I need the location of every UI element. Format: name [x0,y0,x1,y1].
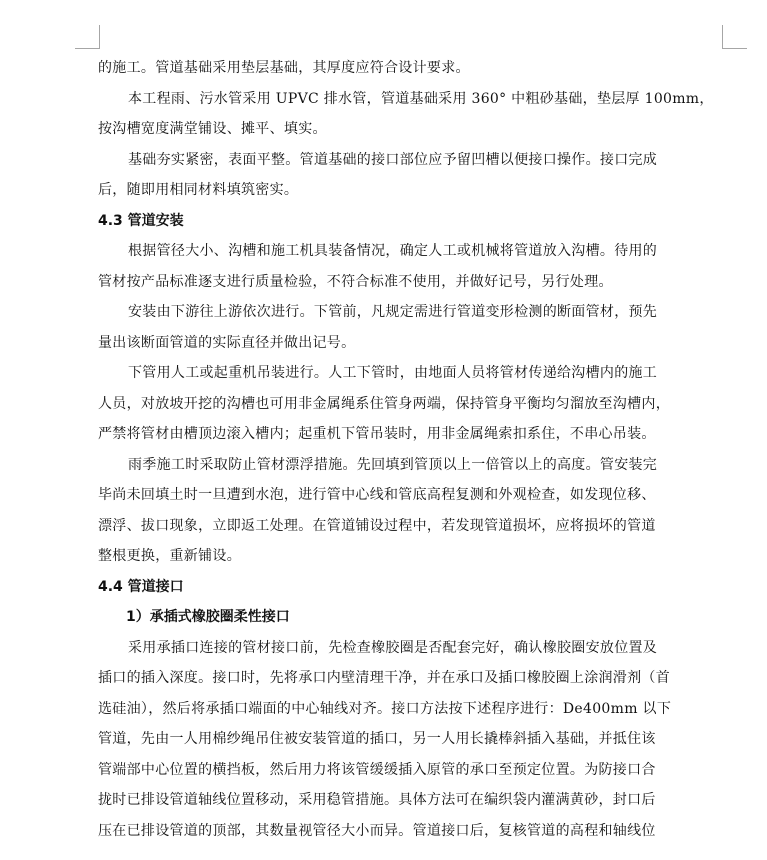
text-line: 严禁将管材由槽顶边滚入槽内；起重机下管吊装时，用非金属绳索扣系住，不串心吊装。 [98,426,656,442]
text-line: 选硅油），然后将承插口端面的中心轴线对齐。接口方法按下述程序进行：De400mm 以下 [98,700,672,717]
text-line: 整根更换，重新铺设。 [98,548,241,564]
text-line: 根据管径大小、沟槽和施工机具装备情况，确定人工或机械将管道放入沟槽。待用的 [128,243,658,259]
text-line: 毕尚未回填土时一旦遭到水泡，进行管中心线和管底高程复测和外观检查，如发现位移、 [98,487,656,503]
paragraph [98,450,716,572]
text-line: 漂浮、拔口现象，立即返工处理。在管道铺设过程中，若发现管道损坏，应将损坏的管道 [98,517,656,534]
document-body [98,53,716,846]
section-heading [98,572,716,603]
text-line: 4.4 管道接口 [98,578,184,595]
text-line: 管材按产品标准逐支进行质量检验，不符合标准不使用，并做好记号，另行处理。 [98,273,613,290]
subsection-heading [98,602,716,633]
text-line: 1）承插式橡胶圈柔性接口 [126,609,290,625]
text-line: 基础夯实紧密，表面平整。管道基础的接口部位应予留凹槽以便接口操作。接口完成 [128,151,658,168]
text-line: 管道，先由一人用棉纱绳吊住被安装管道的插口，另一人用长撬棒斜插入基础，并抵住该 [98,731,656,747]
text-line: 安装由下游往上游依次进行。下管前，凡规定需进行管道变形检测的断面管材，预先 [128,304,658,320]
text-line: 本工程雨、污水管采用 UPVC 排水管，管道基础采用 360° 中粗砂基础，垫层厚 100mm， [128,90,714,107]
paragraph [98,145,716,206]
paragraph [98,633,716,847]
paragraph [98,84,716,145]
text-line: 下管用人工或起重机吊装进行。人工下管时，由地面人员将管材传递给沟槽内的施工 [128,365,658,381]
text-line: 采用承插口连接的管材接口前，先检查橡胶圈是否配套完好，确认橡胶圈安放位置及 [128,639,658,656]
crop-mark-top-left [75,25,100,49]
paragraph [98,358,716,450]
text-line: 拢时已排设管道轴线位置移动，采用稳管措施。具体方法可在编织袋内灌满黄砂，封口后 [98,792,656,808]
paragraph [98,297,716,358]
text-line: 后，随即用相同材料填筑密实。 [98,182,299,198]
text-line: 的施工。管道基础采用垫层基础，其厚度应符合设计要求。 [98,60,470,76]
paragraph [98,53,716,84]
text-line: 人员，对放坡开挖的沟槽也可用非金属绳系住管身两端，保持管身平衡均匀溜放至沟槽内， [98,395,670,412]
section-heading [98,206,716,237]
text-line: 量出该断面管道的实际直径并做出记号。 [98,334,356,351]
text-line: 管端部中心位置的横挡板，然后用力将该管缓缓插入原管的承口至预定位置。为防接口合 [98,761,656,778]
text-line: 4.3 管道安装 [98,212,184,229]
text-line: 压在已排设管道的顶部，其数量视管径大小而异。管道接口后，复核管道的高程和轴线位 [98,822,656,839]
text-line: 插口的插入深度。接口时，先将承口内壁清理干净，并在承口及插口橡胶圈上涂润滑剂（首 [98,670,670,686]
text-line: 雨季施工时采取防止管材漂浮措施。先回填到管顶以上一倍管以上的高度。管安装完 [128,456,658,473]
paragraph [98,236,716,297]
crop-mark-top-right [722,25,747,49]
text-line: 按沟槽宽度满堂铺设、摊平、填实。 [98,121,327,137]
